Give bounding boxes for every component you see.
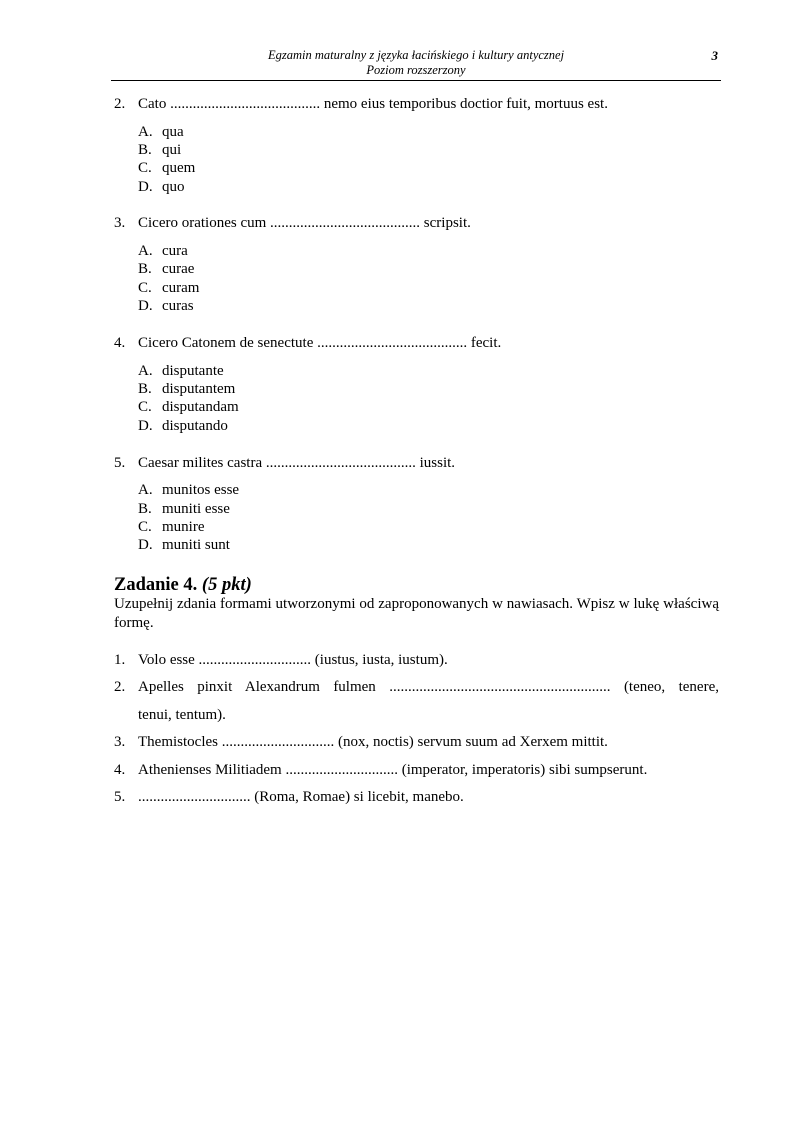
option-letter: A.	[138, 243, 153, 259]
item-number: 4.	[114, 762, 126, 778]
option-letter: C.	[138, 399, 152, 415]
option-text: disputandam	[162, 399, 239, 415]
option-letter: D.	[138, 298, 153, 314]
item-number: 2.	[114, 679, 126, 695]
option-text: qua	[162, 124, 184, 140]
option-text: qui	[162, 142, 182, 158]
question-number: 3.	[114, 215, 126, 231]
option-letter: D.	[138, 179, 153, 195]
option-letter: A.	[138, 482, 153, 498]
task-instruction: Uzupełnij zdania formami utworzonymi od zaproponowanych w nawiasach. Wpisz w lukę właściwą formę.	[114, 596, 719, 631]
option-letter: B.	[138, 501, 152, 517]
item-word: Apelles	[138, 679, 184, 695]
question-text: Cato ........................................ nemo eius temporibus doctior fuit, mortuus est.	[138, 96, 608, 112]
option-letter: B.	[138, 261, 152, 277]
task-4-heading	[114, 574, 252, 596]
item-word: pinxit	[197, 679, 233, 695]
item-text-line-1	[138, 678, 719, 696]
option-letter: C.	[138, 280, 152, 296]
option-text: munire	[162, 519, 205, 535]
item-text: .............................. (Roma, Romae) si licebit, manebo.	[138, 789, 464, 805]
option-text: disputante	[162, 363, 224, 379]
option-text: munitos esse	[162, 482, 240, 498]
option-letter: D.	[138, 537, 153, 553]
option-text: curas	[162, 298, 194, 314]
option-text: curae	[162, 261, 195, 277]
option-text: cura	[162, 243, 188, 259]
option-text: disputantem	[162, 381, 236, 397]
item-text-line-2: tenui, tentum).	[138, 707, 226, 723]
question-text: Cicero Catonem de senectute ........................................ fecit.	[138, 335, 502, 351]
question-text: Caesar milites castra ........................................ iussit.	[138, 455, 456, 471]
page-header	[111, 46, 721, 81]
item-word: tenere,	[678, 679, 719, 695]
page-number: 3	[711, 48, 718, 63]
option-letter: B.	[138, 142, 152, 158]
option-text: quem	[162, 160, 196, 176]
option-letter: B.	[138, 381, 152, 397]
question-number: 4.	[114, 335, 126, 351]
question-number: 5.	[114, 455, 126, 471]
option-text: curam	[162, 280, 200, 296]
option-letter: D.	[138, 418, 153, 434]
task-points: (5 pkt)	[201, 575, 252, 595]
question-text: Cicero orationes cum ........................................ scripsit.	[138, 215, 471, 231]
item-word: fulmen	[333, 679, 376, 695]
item-number: 5.	[114, 789, 126, 805]
item-text: Themistocles .............................. (nox, noctis) servum suum ad Xerxem mittit.	[138, 734, 608, 750]
question-number: 2.	[114, 96, 126, 112]
item-word: (teneo,	[623, 679, 666, 695]
item-number: 1.	[114, 652, 126, 668]
item-blank: ...........................................................	[389, 679, 611, 695]
exam-title: Egzamin maturalny z języka łacińskiego i kultury antycznej	[267, 48, 565, 62]
item-number: 3.	[114, 734, 126, 750]
item-text: Volo esse .............................. (iustus, iusta, iustum).	[138, 652, 448, 668]
option-text: disputando	[162, 418, 228, 434]
option-letter: A.	[138, 363, 153, 379]
option-letter: C.	[138, 519, 152, 535]
option-text: muniti esse	[162, 501, 230, 517]
option-letter: C.	[138, 160, 152, 176]
option-text: quo	[162, 179, 185, 195]
item-word: Alexandrum	[244, 679, 320, 695]
item-text: Athenienses Militiadem .............................. (imperator, imperatoris) sibi sumpserunt.	[138, 762, 648, 778]
option-text: muniti sunt	[162, 537, 230, 553]
option-letter: A.	[138, 124, 153, 140]
exam-level: Poziom rozszerzony	[366, 63, 466, 77]
task-title: Zadanie 4.	[114, 575, 198, 595]
